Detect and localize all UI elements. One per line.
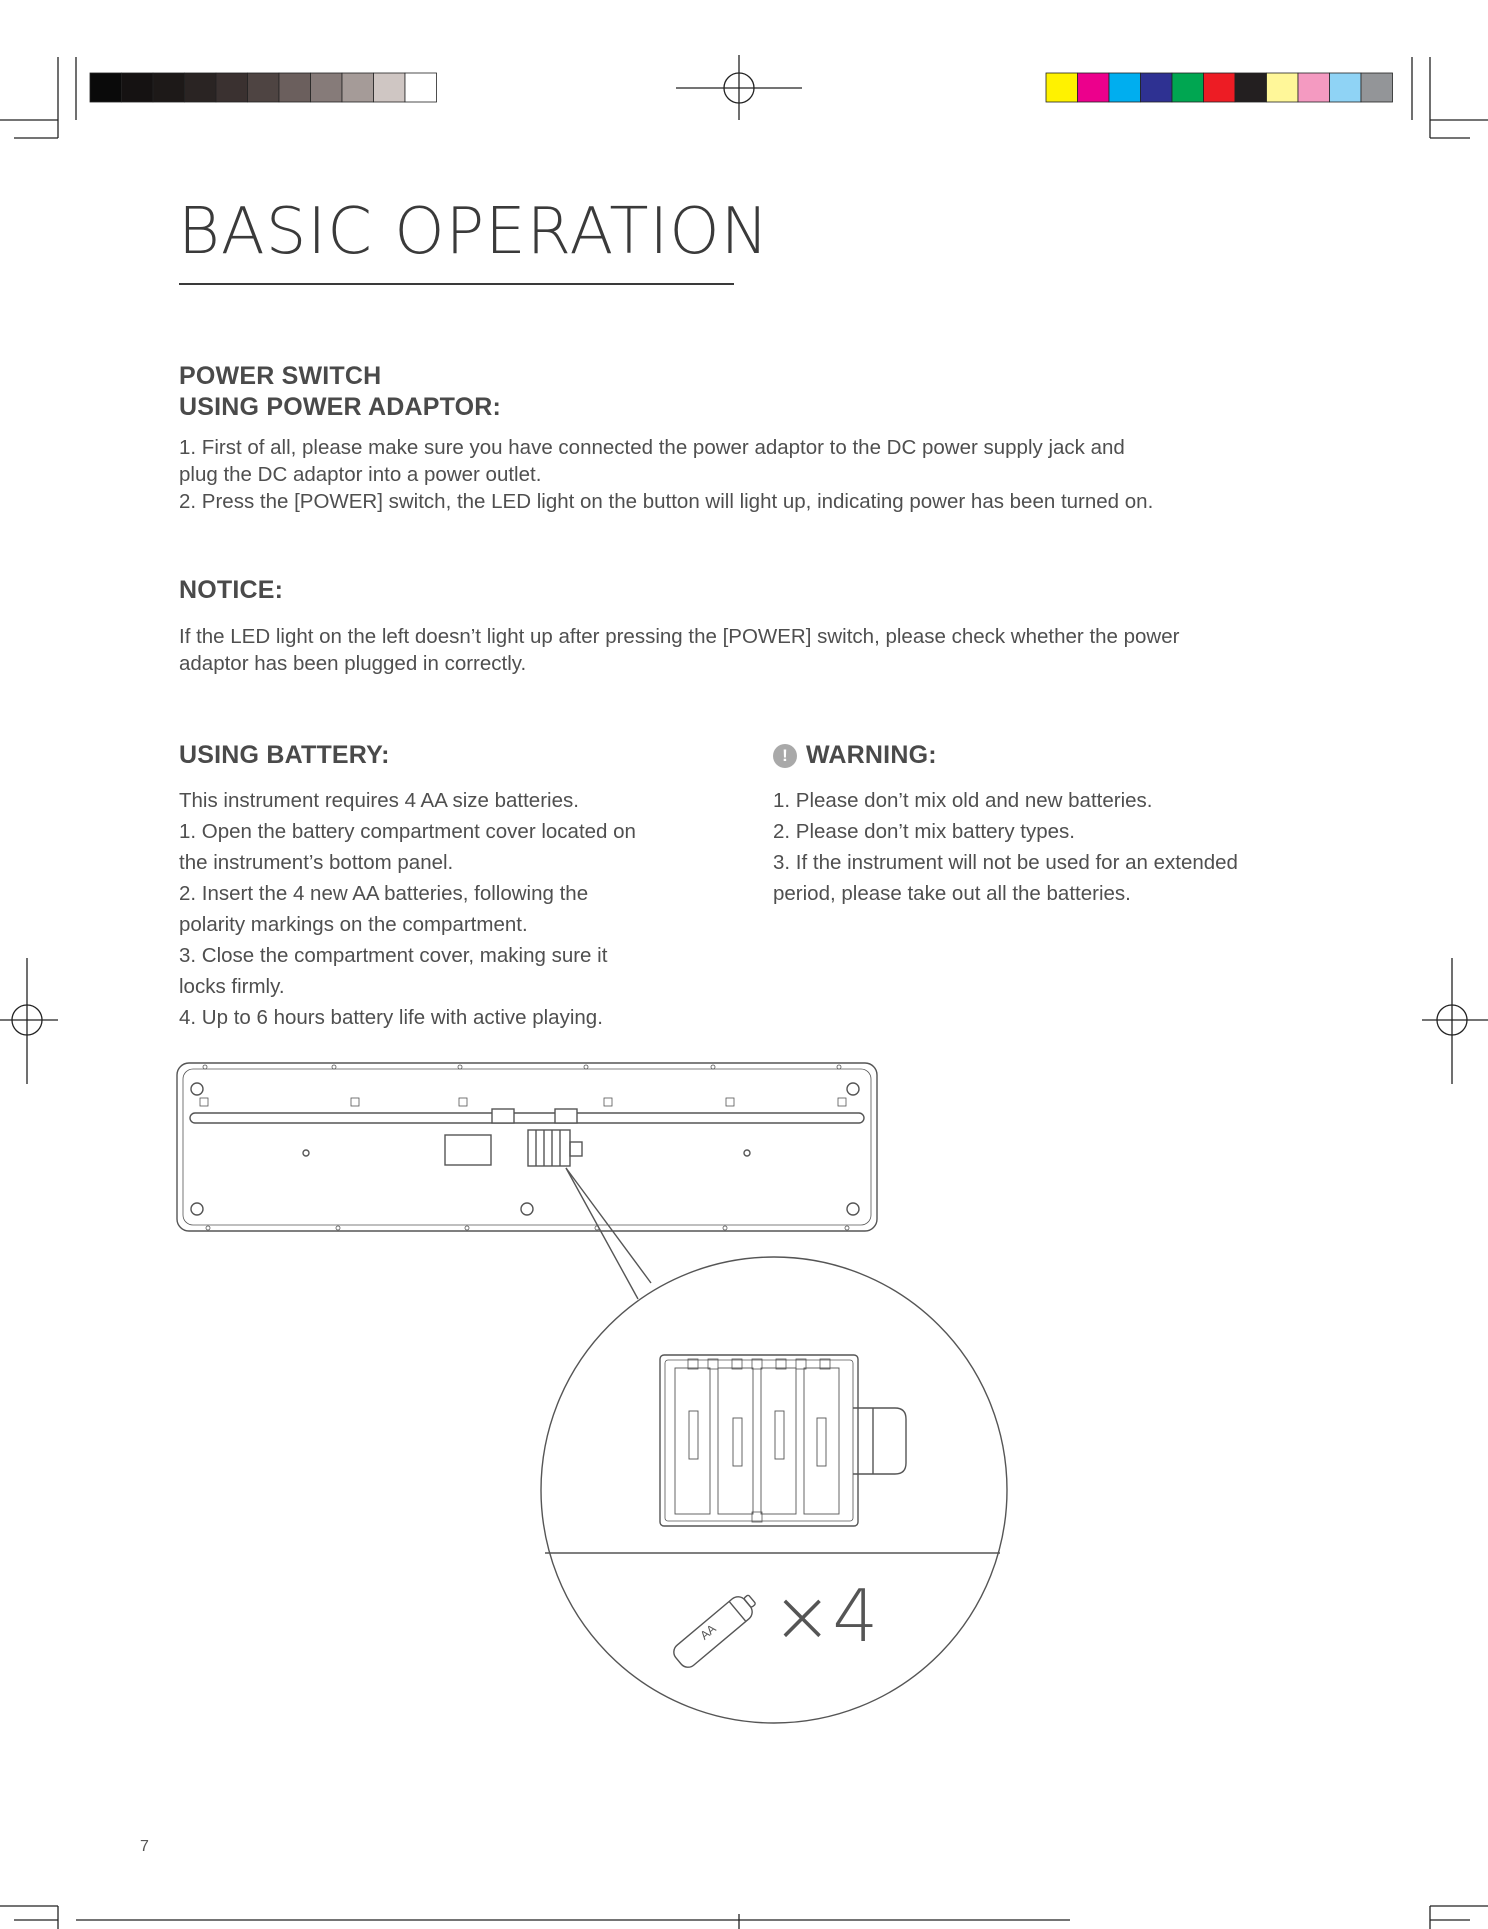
battery-line: 1. Open the battery compartment cover located on: [179, 820, 636, 843]
battery-line: 4. Up to 6 hours battery life with active playing.: [179, 1006, 603, 1029]
notice-line1: If the LED light on the left doesn’t light up after pressing the [POWER] switch, please check whether the power: [179, 625, 1180, 648]
warning-line: 3. If the instrument will not be used for an extended: [773, 851, 1238, 874]
battery-line: the instrument’s bottom panel.: [179, 851, 454, 874]
battery-aa-label: AA: [697, 1621, 719, 1643]
battery-line: This instrument requires 4 AA size batteries.: [179, 789, 579, 812]
battery-heading: USING BATTERY:: [179, 741, 390, 769]
battery-line: 2. Insert the 4 new AA batteries, following the: [179, 882, 589, 905]
power-switch-heading: POWER SWITCH: [179, 362, 382, 390]
warning-line: 1. Please don’t mix old and new batteries.: [773, 789, 1153, 812]
notice-line2: adaptor has been plugged in correctly.: [179, 652, 527, 675]
power-adaptor-heading: USING POWER ADAPTOR:: [179, 393, 502, 421]
notice-heading: NOTICE:: [179, 576, 284, 604]
page-title: BASIC OPERATION: [178, 195, 770, 269]
warning-line: period, please take out all the batteries.: [773, 882, 1131, 905]
battery-line: polarity markings on the compartment.: [179, 913, 528, 936]
warning-line: 2. Please don’t mix battery types.: [773, 820, 1075, 843]
warning-icon: !: [773, 744, 797, 768]
battery-line: locks firmly.: [179, 975, 285, 998]
adaptor-step-1-line2: plug the DC adaptor into a power outlet.: [179, 463, 542, 486]
warning-heading: WARNING:: [806, 741, 937, 769]
adaptor-step-2: 2. Press the [POWER] switch, the LED light on the button will light up, indicating power has been turned on.: [179, 490, 1154, 513]
page-number: 7: [140, 1838, 149, 1855]
battery-line: 3. Close the compartment cover, making sure it: [179, 944, 608, 967]
adaptor-step-1-line1: 1. First of all, please make sure you have connected the power adaptor to the DC power supply jack and: [179, 436, 1125, 459]
battery-quantity-label: ×4: [772, 1574, 879, 1658]
